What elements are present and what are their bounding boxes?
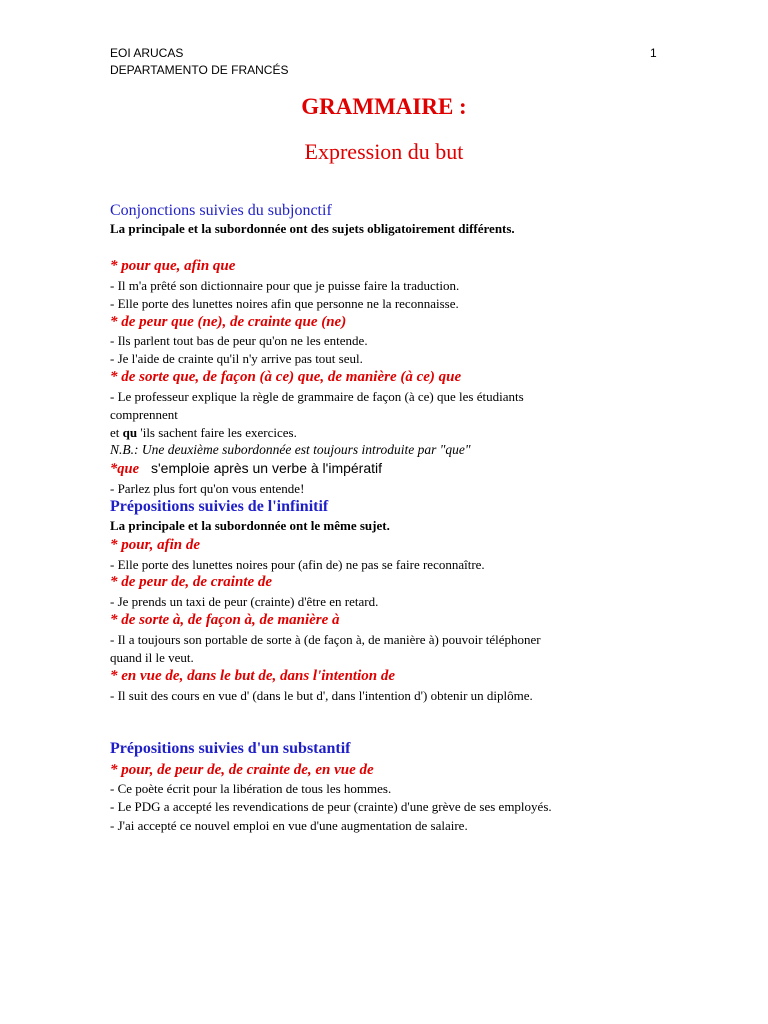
section3-group1-title: * pour, de peur de, de crainte de, en vue de <box>110 762 374 778</box>
section1-group3-title: * de sorte que, de façon (à ce) que, de manière (à ce) que <box>110 369 462 385</box>
section2-group2-title: * de peur de, de crainte de <box>110 574 273 590</box>
header-school: EOI ARUCAS <box>110 46 184 60</box>
section3-group1-line: - J'ai accepté ce nouvel emploi en vue d'une augmentation de salaire. <box>110 818 468 833</box>
section3-heading: Prépositions suivies d'un substantif <box>110 740 351 757</box>
line-bold-word: qu <box>122 425 138 440</box>
line-prefix: et <box>110 425 123 440</box>
section2-heading: Prépositions suivies de l'infinitif <box>110 498 329 515</box>
section2-group1-title: * pour, afin de <box>110 537 201 553</box>
section1-group1-title: * pour que, afin que <box>110 258 236 274</box>
section1-group2-title: * de peur que (ne), de crainte que (ne) <box>110 314 347 330</box>
section1-group3-last-line <box>110 425 297 441</box>
section2-note: La principale et la subordonnée ont le même sujet. <box>110 518 390 533</box>
page-title: GRAMMAIRE : <box>301 94 467 119</box>
section1-note: La principale et la subordonnée ont des sujets obligatoirement différents. <box>110 221 515 236</box>
section1-group1-line: - Elle porte des lunettes noires afin que personne ne la reconnaisse. <box>110 296 459 311</box>
section1-group2-line: - Ils parlent tout bas de peur qu'on ne les entende. <box>110 333 368 348</box>
section3-group1-line: - Le PDG a accepté les revendications de peur (crainte) d'une grève de ses employés. <box>110 799 552 814</box>
section1-group2-line: - Je l'aide de crainte qu'il n'y arrive pas tout seul. <box>110 351 363 366</box>
section1-group1-line: - Il m'a prêté son dictionnaire pour que je puisse faire la traduction. <box>110 278 460 293</box>
section2-group3-title: * de sorte à, de façon à, de manière à <box>110 612 340 628</box>
section1-group3-line: comprennent <box>110 407 178 422</box>
page-subtitle: Expression du but <box>304 139 464 164</box>
section3-group1-line: - Ce poète écrit pour la libération de tous les hommes. <box>110 781 392 796</box>
section1-heading: Conjonctions suivies du subjonctif <box>110 202 332 219</box>
que-label: *que <box>110 461 139 477</box>
que-example: - Parlez plus fort qu'on vous entende! <box>110 481 305 496</box>
section2-group4-title: * en vue de, dans le but de, dans l'intention de <box>110 668 396 684</box>
nb-note: N.B.: Une deuxième subordonnée est toujours introduite par "que" <box>110 442 471 457</box>
page-number: 1 <box>650 46 657 60</box>
section2-group3-line: - Il a toujours son portable de sorte à (de façon à, de manière à) pouvoir téléphoner <box>110 632 541 647</box>
header-department: DEPARTAMENTO DE FRANCÉS <box>110 63 289 77</box>
section2-group1-line: - Elle porte des lunettes noires pour (afin de) ne pas se faire reconnaître. <box>110 557 485 572</box>
que-rule-line <box>110 460 382 478</box>
line-rest: 'ils sachent faire les exercices. <box>137 425 297 440</box>
section2-group3-line: quand il le veut. <box>110 650 194 665</box>
que-rule: s'emploie après un verbe à l'impératif <box>151 460 383 476</box>
section2-group2-line: - Je prends un taxi de peur (crainte) d'être en retard. <box>110 594 379 609</box>
section1-group3-line: - Le professeur explique la règle de grammaire de façon (à ce) que les étudiants <box>110 389 524 404</box>
section2-group4-line: - Il suit des cours en vue d' (dans le but d', dans l'intention d') obtenir un diplôme. <box>110 688 533 703</box>
